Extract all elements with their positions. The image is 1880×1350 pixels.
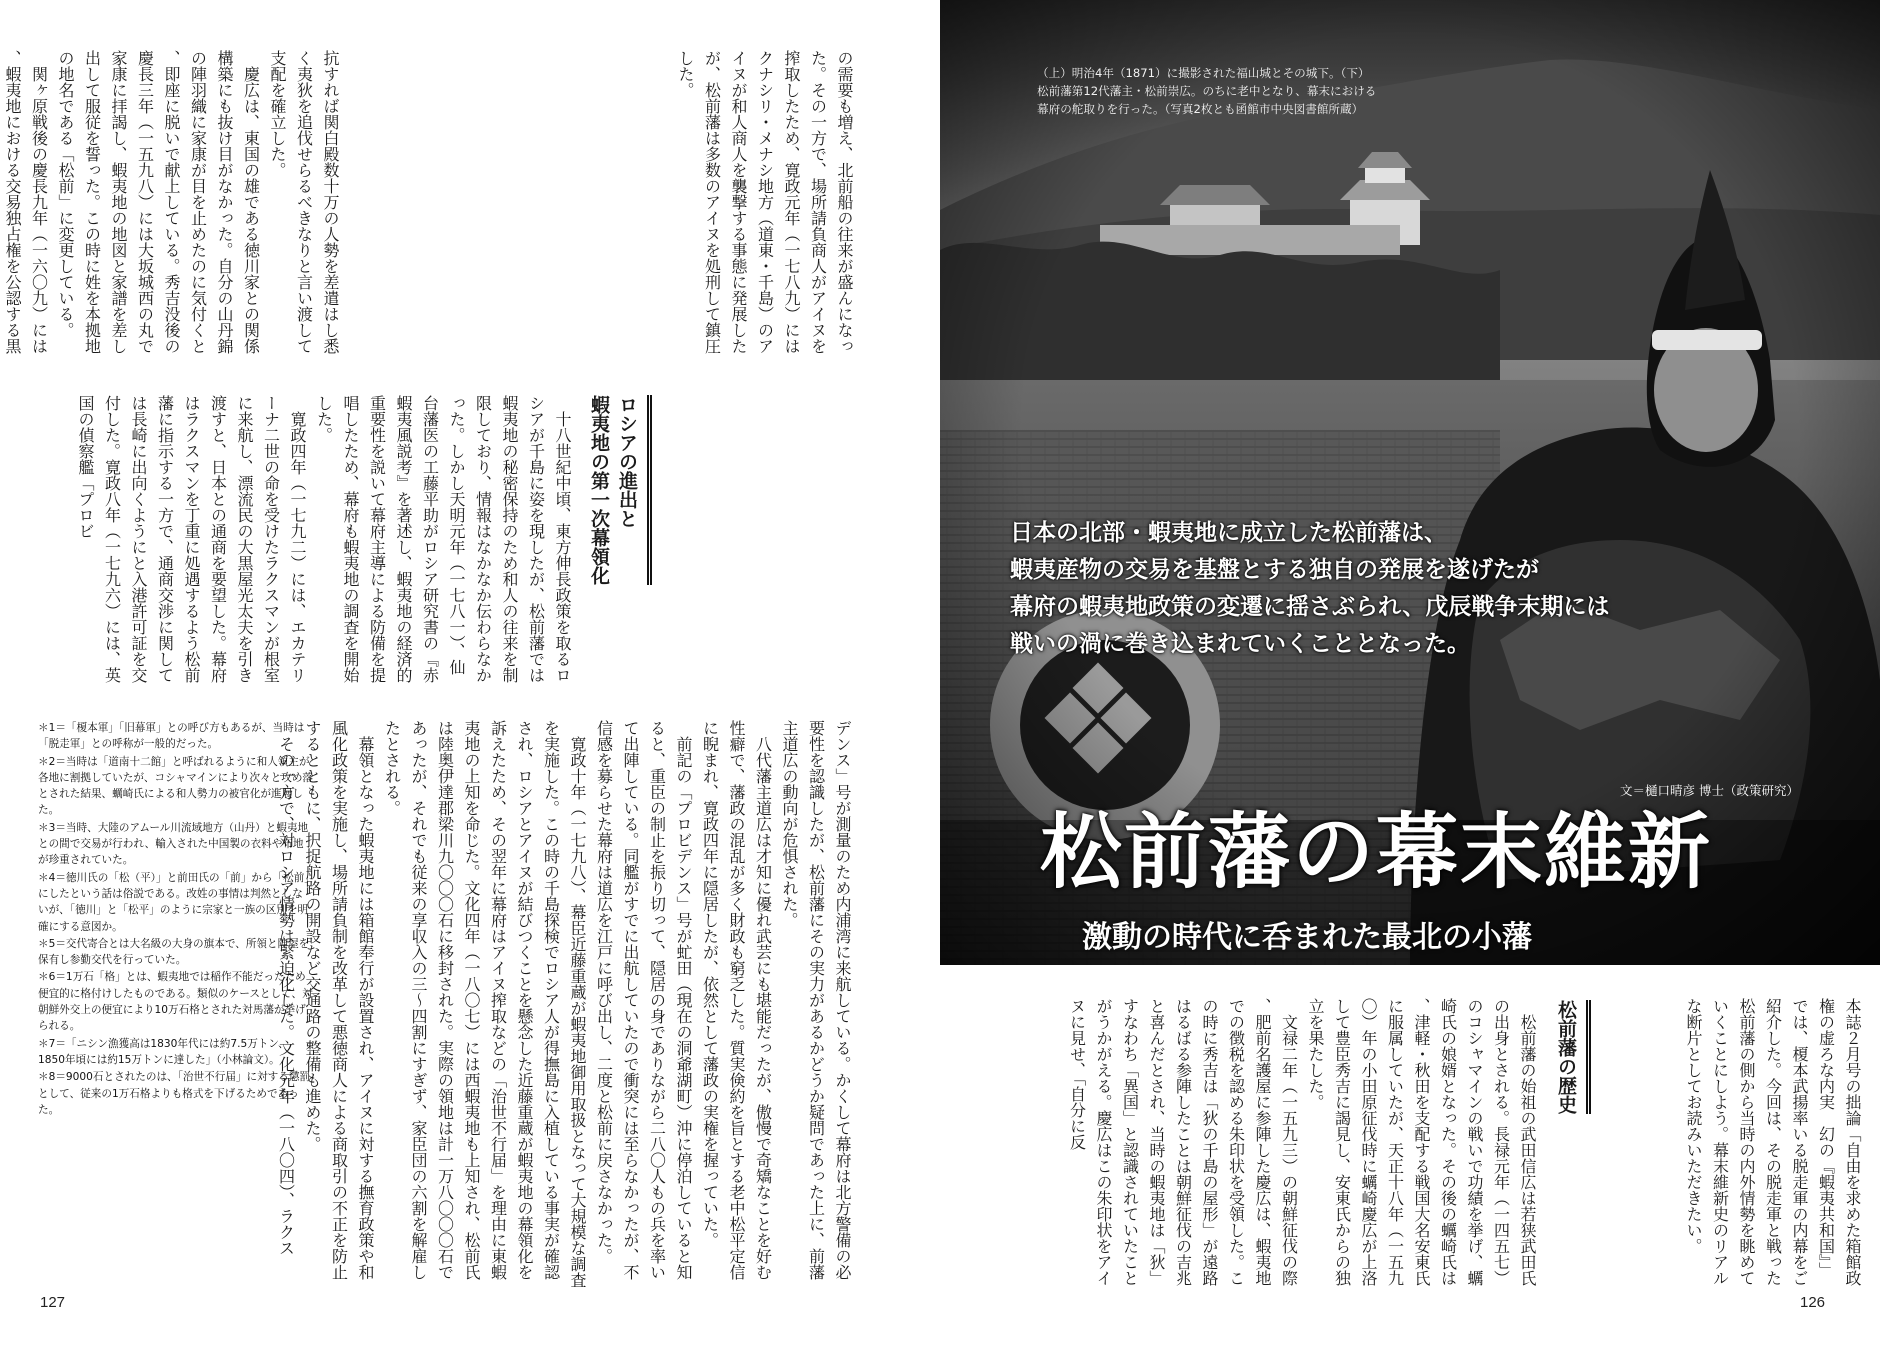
- footnote: ＊4＝徳川氏の「松（平）」と前田氏の「前」から「松前」にしたという話は俗説である。改姓の事情は判然としないが、「徳川」と「松平」のように宗家と一族の区別を明確にする意図か。: [38, 871, 310, 933]
- footnotes: [38, 720, 313, 1295]
- footnote: ＊8＝9000石とされたのは、「治世不行届」に対する懲罰として、従来の1万石格よりも格式を下げるためであった。: [38, 1071, 311, 1116]
- footnote: ＊2＝当時は「道南十二館」と呼ばれるように和人領主が各地に割拠していたが、コシャマインにより次々と攻め落とされた結果、蠣崎氏による和人勢力の被官化が進展した。: [38, 755, 314, 817]
- left-column-2-upper-a: の需要も増え、北前船の往来が盛んになった。その一方で、場所請負商人がアイヌを搾取したため、寛政元年（一七八九）にはクナシリ・メナシ地方（道東・千島）のアイヌが和人商人を襲撃する事態に発展したが、松前藩は多数のアイヌを処刑して鎮圧した。: [676, 50, 854, 354]
- left-column-2-upper-b: 十八世紀中頃、東方伸長政策を取るロシアが千島に姿を現したが、松前藩では蝦夷地の秘密保持のため和人の往来を制限しており、情報はなかなか伝わらなかった。しかし天明元年（一七八一）、仙台藩医の工藤平助がロシア研究書の『赤蝦夷風説考』を著述し、蝦夷地の経済的重要性を説いて幕府主導による防備を提唱したため、幕府も蝦夷地の調査を開始した。 寛政四年（一七九二）には、エカテリーナ二世の命を受けたラクスマンが根室に来航し、漂流民の大黒屋光太夫を引き渡すと、日本との通商を要望した。幕府はラクスマンを丁重に処遇するよう松前藩に指示する一方で、通商交渉に関しては長崎に出向くようにと入港許可証を交付した。寛政八年（一七九六）には、英国の偵察艦「プロビ: [76, 395, 572, 683]
- lead-text: 日本の北部・蝦夷地に成立した松前藩は、 蝦夷産物の交易を基盤とする独自の発展を遂げたが 幕府の蝦夷地政策の変遷に揺さぶられ、戊辰戦争末期には 戦いの渦に巻き込まれていくこととなった。: [1010, 520, 1610, 657]
- footnote: ＊6＝1万石「格」とは、蝦夷地では稲作不能だったため便宜的に格付けしたものである。類似のケースとして、対朝鮮外交上の便宜により10万石格とされた対馬藩が挙げられる。: [38, 971, 313, 1033]
- footnote: ＊3＝当時、大陸のアムール川流域地方（山丹）と蝦夷地との間で交易が行われ、輸入された中国製の衣料や布地が珍重されていた。: [38, 821, 309, 867]
- photo-caption: （上）明治4年（1871）に撮影された福山城とその城下。（下）松前藩第12代藩主・松前崇広。のちに老中となり、幕末における幕府の舵取りを行った。（写真2枚とも函館市中央図書館所蔵）: [1037, 66, 1377, 116]
- page-number-left: 127: [40, 1294, 66, 1311]
- author-credit: 文＝樋口晴彦 博士（政策研究）: [1620, 783, 1799, 798]
- right-column-history: 松前藩の始祖の武田信広は若狭武田氏の出身とされる。長禄元年（一四五七）のコシャマインの戦いで功績を挙げ、蠣崎氏の娘婿となった。その後の蠣崎氏は、津軽・秋田を支配する戦国大名安東氏に服属していたが、天正十八年（一五九〇）年の小田原征伐時に蠣崎慶広が上洛して豊臣秀吉に謁見し、安東氏からの独立を果たした。 文禄二年（一五九三）の朝鮮征伐の際、肥前名護屋に参陣した慶広は、蝦夷地での徴税を認める朱印状を受領した。この時に秀吉は「狄の千島の屋形」が遠路はるばる参陣したことは朝鮮征伐の吉兆と喜んだとされ、当時の蝦夷地は「狄」すなわち「異国」と認識されていたことがうかがえる。慶広はこの朱印状をアイヌに見せ、「自分に反: [1067, 998, 1537, 1286]
- heading-history: 松前藩の歴史: [1552, 1000, 1591, 1114]
- footnote: ＊7＝「ニシン漁獲高は1830年代には約7.5万トン、1850年頃には約15万トンに達した」（小林論文）。: [38, 1037, 289, 1066]
- footnote: ＊5＝交代寄合とは大名級の大身の旗本で、所領と陣屋を保有し参勤交代を行っていた。: [38, 937, 310, 967]
- left-column-lower: デンス」号が測量のため内浦湾に来航している。かくして幕府は北方警備の必要性を認識したが、松前藩にその実力があるかどうか疑問であった上に、前藩主道広の動向が危惧された。 八代藩主道広は才知に優れ武芸にも堪能だったが、傲慢で奇矯なことを好む性癖で、藩政の混乱が多く財政も窮乏した。質実倹約を旨とする老中松平定信に睨まれ、寛政四年に隠居したが、依然として藩政の実権を握っていた。 前記の「プロビデンス」号が虻田（現在の洞爺湖町）沖に停泊していると知ると、重臣の制止を振り切って、隠居の身でありながら二八〇人もの兵を率いて出陣している。同艦がすでに出航していたので衝突には至らなかったが、不信感を募らせた幕府は道広を江戸に呼び出し、二度と松前に戻さなかった。 寛政十年（一七九八）、幕臣近藤重蔵が蝦夷地御用取扱となって大規模な調査を実施した。この時の千島探検でロシア人が得撫島に入植している事実が確認され、ロシアとアイヌが結びつくことを懸念した近藤重蔵が蝦夷地の幕領化を訴えたため、その翌年に幕府はアイヌ搾取などの「治世不行届」を理由に東蝦夷地の上知を命じた。文化四年（一八〇七）には西蝦夷地も上知され、松前氏は陸奥伊達郡梁川九〇〇〇石に移封された。実際の領地は計一万八〇〇〇石であったが、それでも従来の享収入の三〜四割にすぎず、家臣団の六割を解雇したとされる。 幕領となった蝦夷地には箱館奉行が設置され、アイヌに対する撫育政策や和風化政策を実施し、場所請負制を改革して悪徳商人による商取引の不正を防止するとともに、択捉航路の開設など交通路の整備も進めた。 その一方で、対ロシア情勢は緊迫化した。文化元年（一八〇四）、ラクス: [276, 720, 852, 1288]
- page-subtitle: 激動の時代に呑まれた最北の小藩: [1082, 920, 1532, 955]
- left-column-1-upper: 抗すれば関白殿数十万の人勢を差遣はし悉く夷狄を追伐せらるべきなりと言い渡して支配を確立した。 慶広は、東国の雄である徳川家との関係構築にも抜け目がなかった。自分の山丹錦の陣羽織に家康が目を止めたのに気付くと、即座に脱いで献上している。秀吉没後の慶長三年（一五九八）には大坂城西の丸で家康に拝謁し、蝦夷地の地図と家譜を差し出して服従を誓った。この時に姓を本拠地の地名である「松前」に変更している。 関ヶ原戦後の慶長九年（一六〇九）には、蝦夷地における交易独占権を公認する黒: [3, 50, 340, 354]
- page-number-right: 126: [1800, 1294, 1826, 1311]
- footnote: ＊1＝「榎本軍」「旧幕軍」との呼び方もあるが、当時は「脱走軍」との呼称が一般的だった。: [38, 722, 305, 751]
- heading-russia: ロシアの進出と 蝦夷地の第一次幕領化: [585, 395, 652, 585]
- right-column-intro: 本誌２月号の拙論「自由を求めた箱館政権の虚ろな内実 幻の『蝦夷共和国』」では、榎本武揚率いる脱走軍の内幕をご紹介した。今回は、その脱走軍と戦った松前藩の側から当時の内外情勢を眺めていくことにしよう。幕末維新史のリアルな断片としてお読みいただきたい。: [1684, 998, 1862, 1286]
- page-title: 松前藩の幕末維新: [1040, 804, 1713, 900]
